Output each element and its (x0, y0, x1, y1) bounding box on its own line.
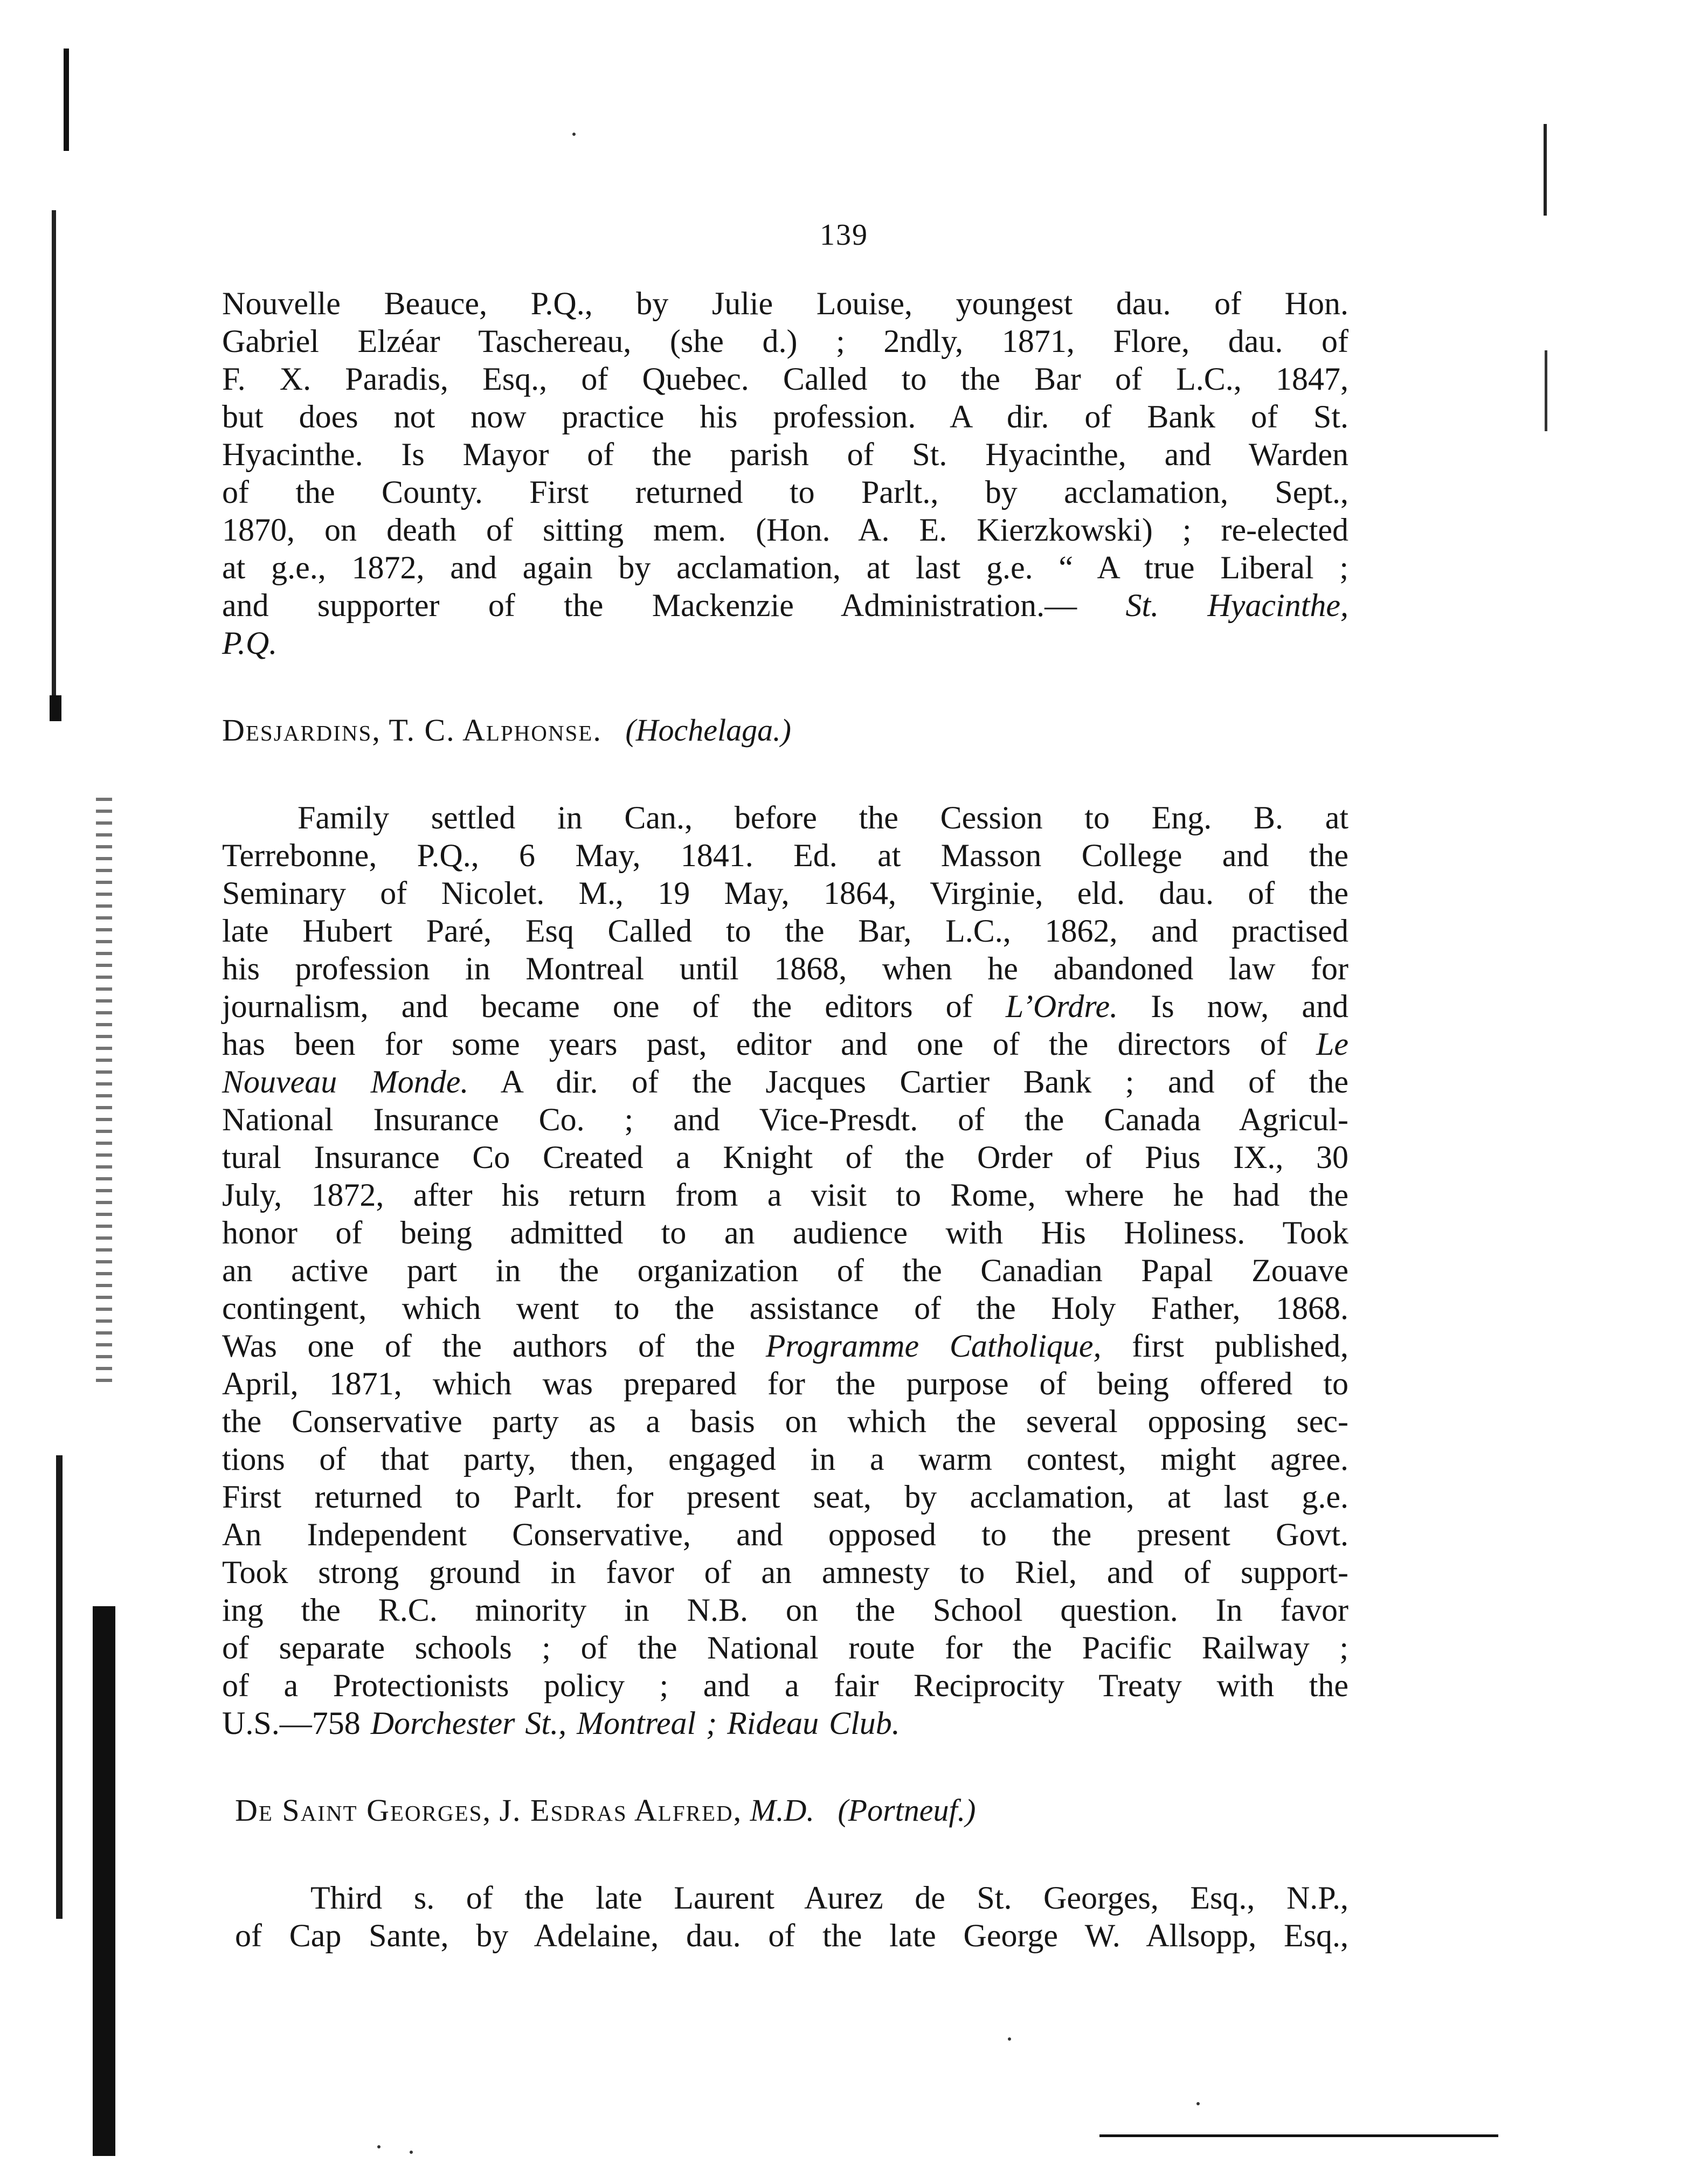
entry-degree: M.D. (750, 1793, 814, 1828)
text-line: Hyacinthe. Is Mayor of the parish of St. Hyacinthe, and Warden (222, 437, 1348, 472)
text-segment: first published, (1101, 1328, 1348, 1364)
address: Dorchester St., Montreal ; Rideau Club. (370, 1705, 900, 1741)
entry-body-desjardins (222, 799, 1348, 1742)
newspaper-title: Nouveau Monde. (222, 1064, 469, 1100)
text-line: the Conservative party as a basis on which the several opposing sec- (222, 1404, 1348, 1439)
text-line: Seminary of Nicolet. M., 19 May, 1864, Virginie, eld. dau. of the (222, 875, 1348, 911)
text-line: of the County. First returned to Parlt., by acclamation, Sept., (222, 474, 1348, 510)
text-line: an active part in the organization of the Canadian Papal Zouave (222, 1253, 1348, 1288)
text-line: honor of being admitted to an audience with His Holiness. Took (222, 1215, 1348, 1250)
text-line: First returned to Parlt. for present seat, by acclamation, at last g.e. (222, 1479, 1348, 1515)
text-line: July, 1872, after his return from a visit to Rome, where he had the (222, 1177, 1348, 1213)
scan-margin-mark-top-left (64, 49, 69, 151)
scan-margin-mark-left-upper (52, 210, 56, 695)
text-line: F. X. Paradis, Esq., of Quebec. Called to the Bar of L.C., 1847, (222, 361, 1348, 397)
entry-riding: (Portneuf.) (838, 1793, 976, 1828)
entry-given-names: J. Esdras Alfred, (499, 1793, 743, 1828)
text-line: of Cap Sante, by Adelaine, dau. of the late George W. Allsopp, Esq., (235, 1918, 1348, 1953)
scan-margin-mark-right-mid (1545, 350, 1547, 431)
text-segment: has been for some years past, editor and one of the directors of (222, 1026, 1316, 1062)
text-line: Took strong ground in favor of an amnesty to Riel, and of support- (222, 1554, 1348, 1590)
text-line: 1870, on death of sitting mem. (Hon. A. E. Kierzkowski) ; re-elected (222, 512, 1348, 548)
entry-riding: (Hochelaga.) (625, 713, 791, 748)
page-number: 139 (820, 218, 868, 252)
text-line: ing the R.C. minority in N.B. on the School question. In favor (222, 1592, 1348, 1628)
scan-speck (377, 2145, 381, 2148)
text-line (222, 1025, 1348, 1063)
place-name: St. Hyacinthe, (1125, 588, 1348, 623)
scan-margin-mark-left-dash (50, 695, 61, 721)
text-line: An Independent Conservative, and opposed to the present Govt. (222, 1517, 1348, 1552)
scan-speck (1196, 2102, 1200, 2105)
entry-surname: De Saint Georges, (235, 1793, 492, 1828)
scan-margin-mark-left-lower (56, 1455, 63, 1919)
scan-speck (572, 133, 576, 136)
entry-body-desaintgeorges (222, 1879, 1348, 1954)
text-line: April, 1871, which was prepared for the purpose of being offered to (222, 1366, 1348, 1401)
text-line: contingent, which went to the assistance of the Holy Father, 1868. (222, 1290, 1348, 1326)
text-line: P.Q. (222, 625, 278, 661)
entry-heading-desjardins (222, 711, 1348, 749)
text-line: late Hubert Paré, Esq Called to the Bar, L.C., 1862, and practised (222, 913, 1348, 949)
text-line (222, 1704, 1348, 1742)
text-line (222, 586, 1348, 624)
newspaper-title: L’Ordre. (1005, 989, 1118, 1024)
scan-margin-mark-top-right (1544, 124, 1547, 216)
text-line: at g.e., 1872, and again by acclamation, at last g.e. “ A true Liberal ; (222, 550, 1348, 585)
text-segment: A dir. of the Jacques Cartier Bank ; and of the (468, 1064, 1348, 1100)
text-line: National Insurance Co. ; and Vice-Presdt. of the Canada Agricul- (222, 1102, 1348, 1137)
text-line: Nouvelle Beauce, P.Q., by Julie Louise, youngest dau. of Hon. (222, 286, 1348, 321)
text-column (222, 285, 1348, 1954)
newspaper-title: Le (1316, 1026, 1348, 1062)
text-line (222, 987, 1348, 1025)
text-line: Terrebonne, P.Q., 6 May, 1841. Ed. at Masson College and the (222, 838, 1348, 873)
text-line (222, 1063, 1348, 1101)
scan-margin-mark-left-bottom (93, 1606, 115, 2156)
text-segment: and supporter of the Mackenzie Administration.— (222, 588, 1126, 623)
text-line: Family settled in Can., before the Cession to Eng. B. at (298, 800, 1348, 835)
text-line: his profession in Montreal until 1868, when he abandoned law for (222, 951, 1348, 986)
text-line: tions of that party, then, engaged in a warm contest, might agree. (222, 1441, 1348, 1477)
entry-heading-desaintgeorges (222, 1792, 1348, 1829)
scan-speck (410, 2151, 413, 2154)
text-segment: Was one of the authors of the (222, 1328, 766, 1364)
text-segment: journalism, and became one of the editors of (222, 989, 1006, 1024)
text-line (222, 1327, 1348, 1365)
publication-title: Programme Catholique, (765, 1328, 1102, 1364)
text-line: but does not now practice his profession. A dir. of Bank of St. (222, 399, 1348, 434)
entry-surname: Desjardins, (222, 713, 381, 748)
scan-speck (1008, 2037, 1011, 2041)
text-line: tural Insurance Co Created a Knight of the Order of Pius IX., 30 (222, 1139, 1348, 1175)
text-line: Gabriel Elzéar Taschereau, (she d.) ; 2ndly, 1871, Flore, dau. of (222, 323, 1348, 359)
text-line: of a Protectionists policy ; and a fair Reciprocity Treaty with the (222, 1668, 1348, 1703)
text-segment: Is now, and (1118, 989, 1348, 1024)
intro-paragraph (222, 285, 1348, 662)
text-line: Third s. of the late Laurent Aurez de St. Georges, Esq., N.P., (310, 1880, 1348, 1916)
scan-margin-speckle-left (96, 798, 112, 1391)
bottom-rule (1099, 2134, 1498, 2137)
text-segment: U.S.—758 (222, 1705, 371, 1741)
entry-given-names: T. C. Alphonse. (389, 713, 602, 748)
text-line: of separate schools ; of the National route for the Pacific Railway ; (222, 1630, 1348, 1665)
